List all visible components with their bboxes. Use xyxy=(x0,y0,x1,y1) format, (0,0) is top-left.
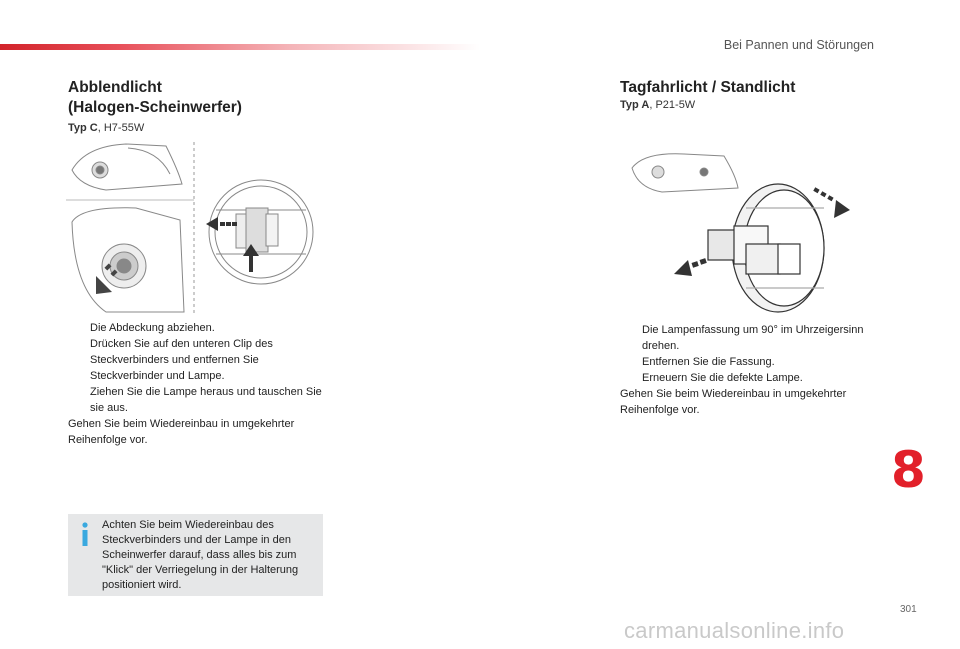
right-type-label: Typ A xyxy=(620,99,650,111)
page-number: 301 xyxy=(900,604,917,615)
list-item: Drücken Sie auf den unteren Clip des Steckverbinders und entfernen Sie Steckverbinder und Lampe. xyxy=(90,338,273,382)
right-heading: Tagfahrlicht / Standlicht xyxy=(620,79,796,96)
chapter-title: Bei Pannen und Störungen xyxy=(723,38,874,52)
list-item: Entfernen Sie die Fassung. xyxy=(642,356,775,368)
chapter-color-bar xyxy=(0,44,480,50)
left-type xyxy=(68,122,144,134)
right-type-value: , P21-5W xyxy=(649,99,696,111)
left-steps-list xyxy=(68,320,323,416)
right-steps-list xyxy=(620,322,880,386)
right-type xyxy=(620,99,695,111)
list-item: Ziehen Sie die Lampe heraus und tauschen Sie sie aus. xyxy=(90,386,322,414)
list-item: Erneuern Sie die defekte Lampe. xyxy=(642,372,803,384)
left-type-value: , H7-55W xyxy=(97,122,145,134)
right-closing: Gehen Sie beim Wiedereinbau in umgekehrter Reihenfolge vor. xyxy=(620,388,847,416)
left-heading xyxy=(68,78,242,118)
list-item: Die Lampenfassung um 90° im Uhrzeigersinn drehen. xyxy=(642,324,864,352)
left-heading-line2: (Halogen-Scheinwerfer) xyxy=(68,99,242,116)
watermark: carmanualsonline.info xyxy=(624,618,845,643)
info-text: Achten Sie beim Wiedereinbau des Steckverbinders und der Lampe in den Scheinwerfer darauf, dass alles bis zum "Klick" der Verriegelung in der Halterung positioniert wird. xyxy=(102,519,299,591)
low-beam-bulb-illustration xyxy=(66,140,316,316)
left-type-label: Typ C xyxy=(68,122,98,134)
left-heading-line1: Abblendlicht xyxy=(68,79,162,96)
info-box xyxy=(68,514,323,596)
left-closing: Gehen Sie beim Wiedereinbau in umgekehrter Reihenfolge vor. xyxy=(68,418,295,446)
list-item: Die Abdeckung abziehen. xyxy=(90,322,215,334)
info-icon xyxy=(80,522,90,546)
chapter-number: 8 xyxy=(891,441,926,499)
daytime-light-bulb-illustration xyxy=(628,148,854,316)
